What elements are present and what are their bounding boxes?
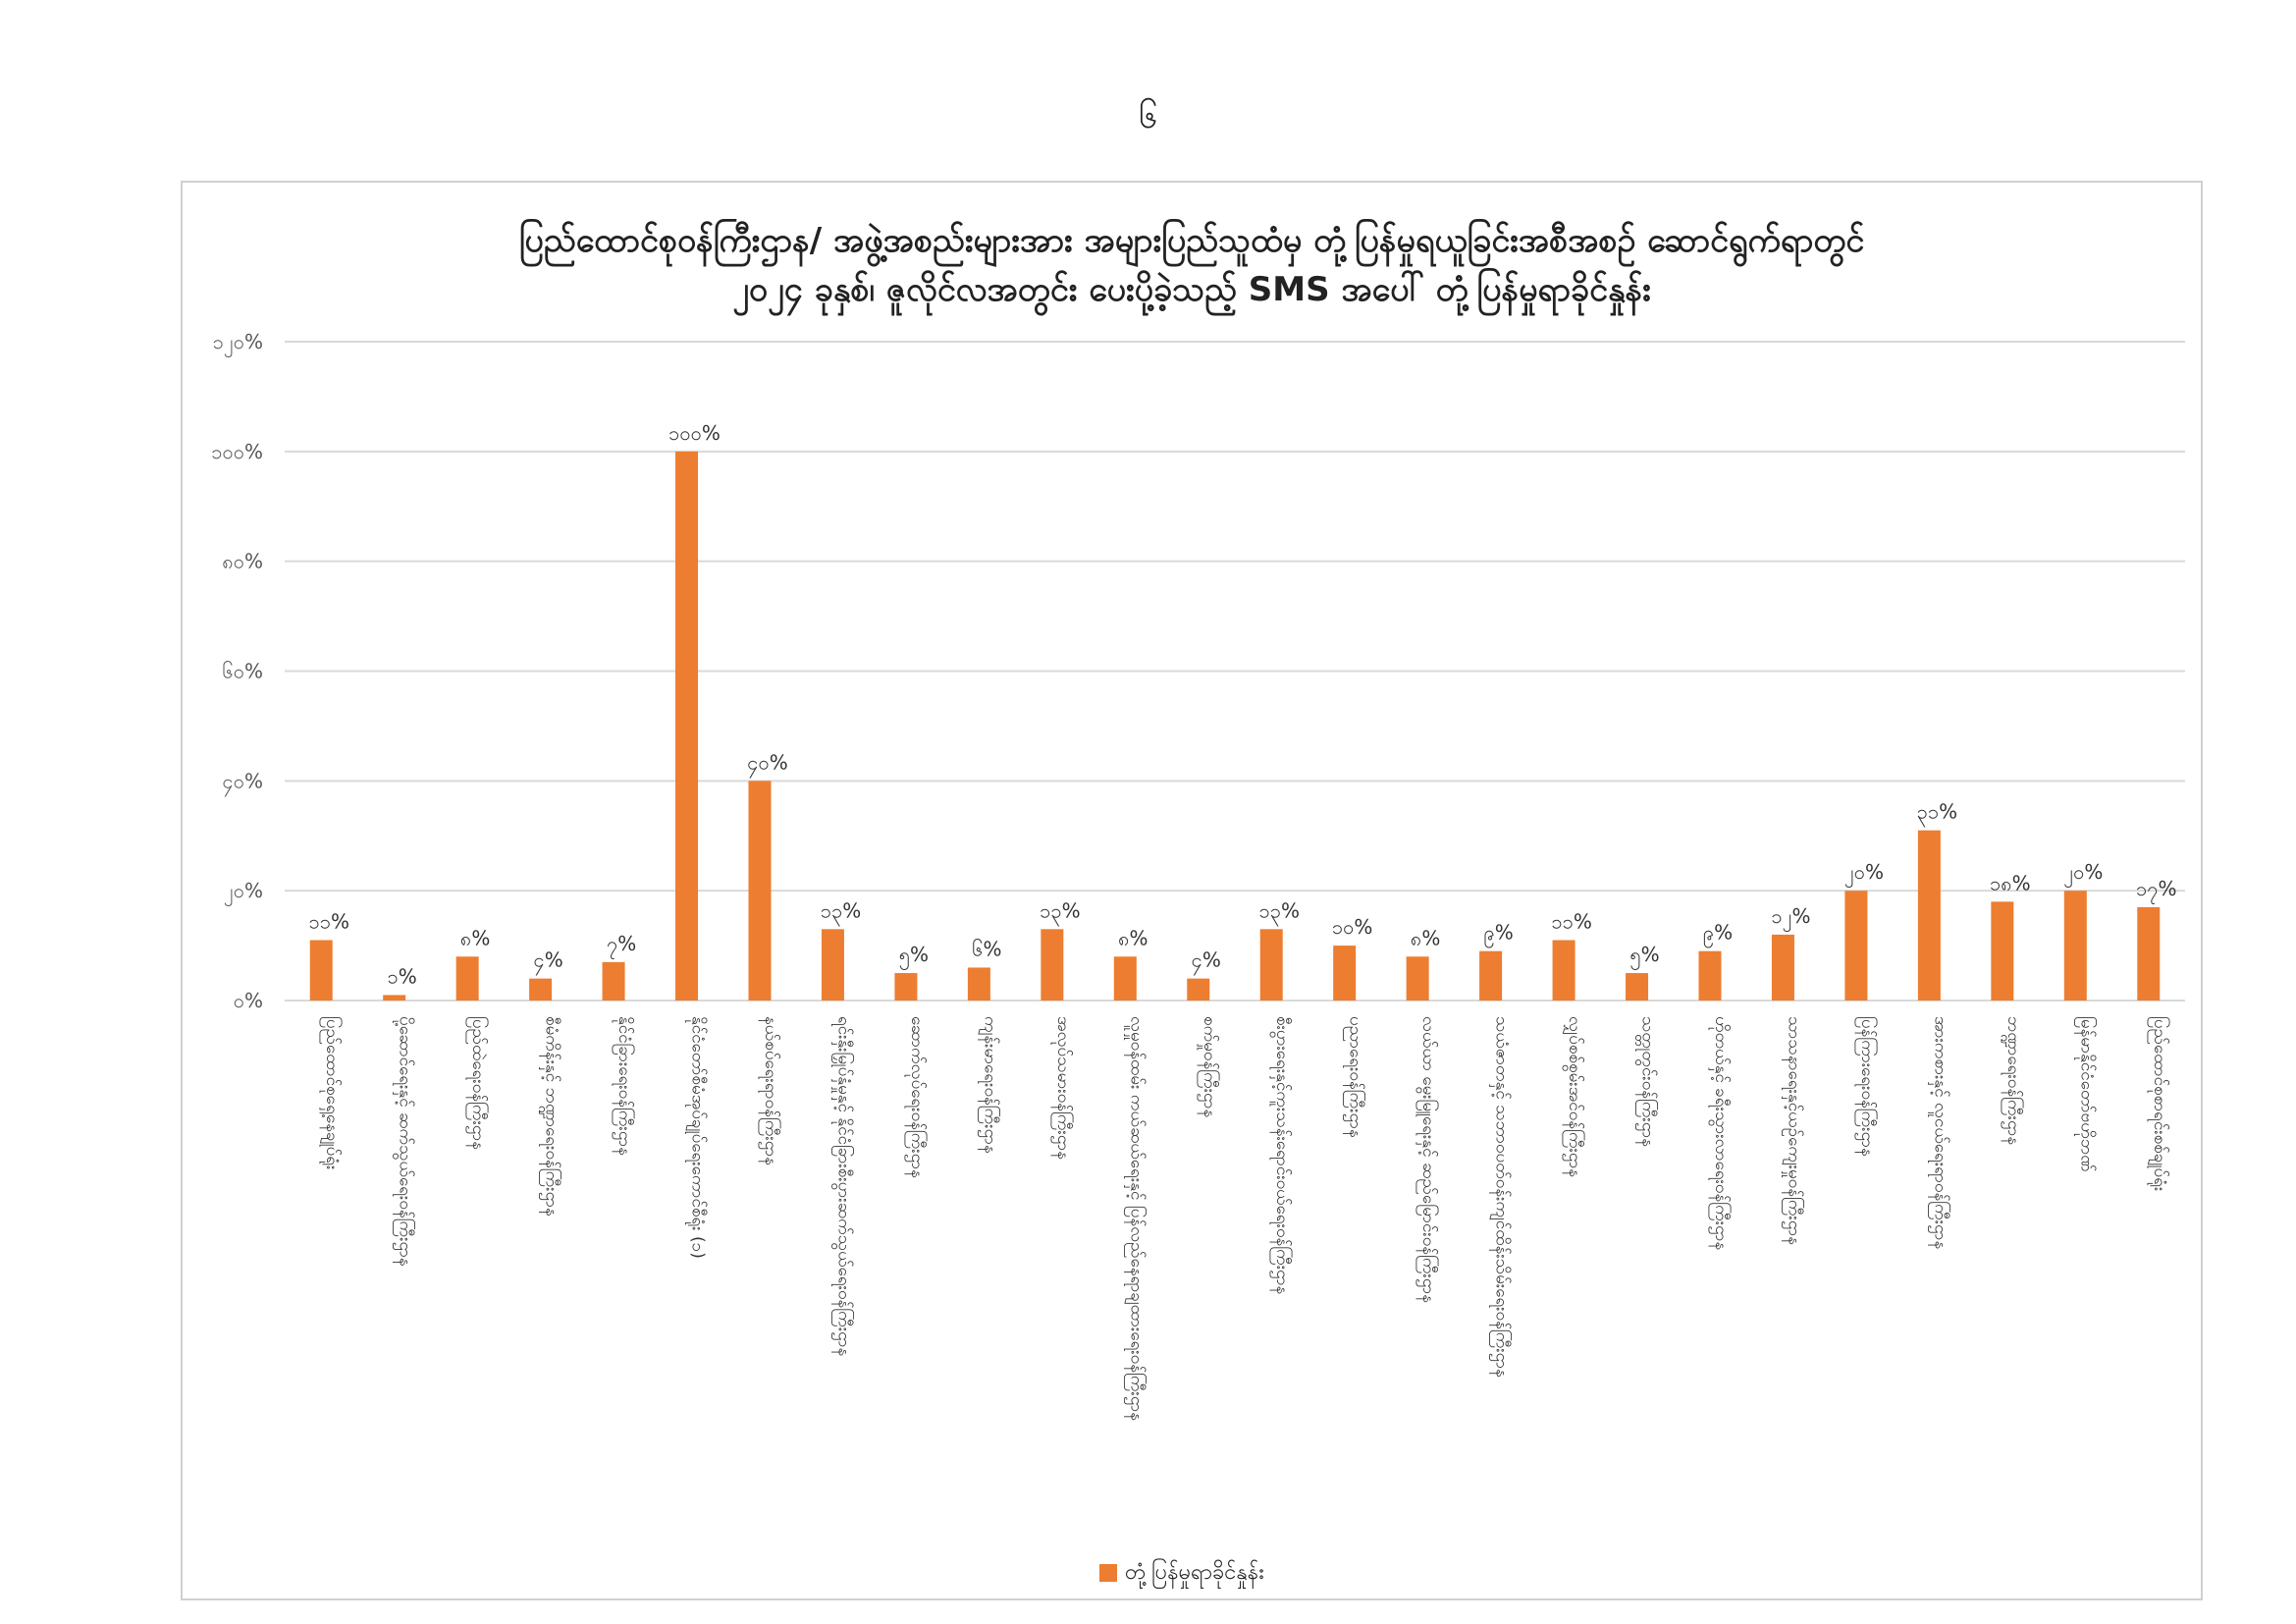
x-tick-label: ကျန်းမာရေးဝန်ကြီးဌာန xyxy=(980,1016,1000,1154)
data-label: ၈% xyxy=(459,926,491,950)
data-label: ၅% xyxy=(1629,943,1660,967)
y-tick-label: ၁၂၀% xyxy=(212,330,263,353)
y-tick-label: ၆၀% xyxy=(222,659,263,683)
data-label: ၉% xyxy=(1702,920,1734,945)
data-label: ၁၈% xyxy=(1990,871,2031,895)
data-label: ၁% xyxy=(387,964,417,989)
bar xyxy=(1626,973,1648,1001)
y-tick-label: ၀% xyxy=(233,989,263,1012)
y-tick-label: ၁၀၀% xyxy=(211,439,263,463)
bar xyxy=(1918,831,1941,1001)
bar xyxy=(1260,929,1283,1001)
x-tick-label: ပညာရေးဝန်ကြီးဌာန xyxy=(1345,1016,1365,1138)
bar xyxy=(2064,891,2087,1001)
bars xyxy=(310,452,2161,1001)
x-tick-label: သတ္တုတွင်းဝန်ကြီးဌာန xyxy=(1637,1016,1658,1148)
chart-frame xyxy=(181,181,2203,1600)
bar-chart xyxy=(183,183,2201,1598)
legend-swatch xyxy=(1099,1564,1117,1582)
bar xyxy=(1844,891,1867,1001)
x-tick-label: ပြန်ကြားရေးဝန်ကြီးဌာန xyxy=(1856,1016,1877,1157)
data-label: ၃၁% xyxy=(1916,799,1958,824)
data-label: ၁၀၀% xyxy=(668,420,721,445)
x-tick-label: ပို့ဆောင်ရေးနှင့် ဆက်သွယ်ရေးဝန်ကြီးဌာန xyxy=(395,1016,415,1267)
data-label: ၇% xyxy=(606,931,637,955)
bar xyxy=(2137,907,2160,1001)
x-tick-label: ဆောက်လုပ်ရေးဝန်ကြီးဌာန xyxy=(906,1016,927,1178)
data-label: ၂၀% xyxy=(2063,860,2104,885)
data-label: ၂၀% xyxy=(1843,860,1884,885)
gridlines xyxy=(285,342,2185,1001)
bar xyxy=(1553,940,1575,1001)
data-label: ၁၃% xyxy=(1258,898,1300,923)
bar xyxy=(456,956,479,1001)
bar xyxy=(1991,901,2013,1001)
bar xyxy=(1333,946,1356,1001)
bar xyxy=(1772,935,1794,1001)
x-tick-label: အားကစားနှင့် လူငယ်ရေးရာဝန်ကြီးဌာန xyxy=(1930,1016,1950,1250)
x-tick-label: လူမှုဝန်ထမ်း ကယ်ဆယ်ရေးနှင့် ပြန်လည်နေရာချထားရေးဝန်ကြီးဌာန xyxy=(1126,1016,1147,1422)
bar xyxy=(822,929,844,1001)
data-label: ၁၇% xyxy=(2136,876,2177,900)
data-label: ၄% xyxy=(533,947,563,972)
legend-label: တုံ့ပြန်မှုရာခိုင်နှုန်း xyxy=(1125,1559,1264,1585)
x-tick-label: ဟိုတယ်နှင့် ခရီးသွားလာရေးဝန်ကြီးဌာန xyxy=(1711,1016,1731,1251)
x-tick-label: အလုပ်သမားဝန်ကြီးဌာန xyxy=(1052,1016,1073,1161)
data-label: ၁၂% xyxy=(1771,903,1811,928)
x-tick-label: နယ်စပ်ရေးရာဝန်ကြီးဌာန xyxy=(761,1016,780,1165)
chart-title xyxy=(519,220,1865,316)
bar xyxy=(1041,929,1063,1001)
x-tick-label: ပြည်ထောင်စုရှေ့နေချုပ်ရုံး xyxy=(322,1016,343,1170)
bar xyxy=(1479,951,1502,1001)
y-tick-label: ၈၀% xyxy=(222,549,263,573)
data-label: ၅% xyxy=(898,943,930,967)
x-tick-label: လျှပ်စစ်စွမ်းအင်ဝန်ကြီးဌာန xyxy=(1565,1016,1585,1178)
x-tick-label: သာသနာရေးနှင့်ယဉ်ကျေးမှုဝန်ကြီးဌာန xyxy=(1784,1016,1804,1246)
data-label: ၁၀% xyxy=(1331,915,1373,940)
data-label: ၁၁% xyxy=(308,909,349,934)
x-axis-labels xyxy=(319,1016,2171,1421)
data-label: ၆% xyxy=(972,937,1002,961)
chart-title-line-2: ၂၀၂၄ ခုနှစ်၊ ဇူလိုင်လအတွင်း ပေးပို့ခဲ့သည့် SMS အပေါ် တုံ့ပြန်မှုရာခိုင်နှုန်း xyxy=(732,270,1651,309)
data-label: ၉% xyxy=(1483,920,1514,945)
y-axis-ticks xyxy=(211,330,263,1012)
x-tick-label: ဘဏ္ဍာရေးဝန်ကြီးဌာန xyxy=(2002,1016,2023,1146)
bar xyxy=(529,979,552,1001)
x-tick-label: သယံဇာတနှင့် သဘာဝပတ်ဝန်းကျင်ထိန်းသိမ်းရေးဝန်ကြီးဌာန xyxy=(1491,1016,1512,1378)
x-tick-label: စက်မှုဝန်ကြီးဌာန xyxy=(1199,1016,1219,1118)
data-label: ၄% xyxy=(1191,947,1221,972)
bar xyxy=(1114,956,1137,1001)
bar xyxy=(1699,951,1722,1001)
bar xyxy=(383,995,405,1001)
legend xyxy=(1099,1557,1264,1589)
x-tick-label: ပြည်ထဲရေးဝန်ကြီးဌာန xyxy=(468,1016,489,1151)
bar xyxy=(675,452,698,1001)
bar xyxy=(894,973,917,1001)
x-tick-label: စီမံကိန်းနှင့် ဘဏ္ဍာရေးဝန်ကြီးဌာန xyxy=(541,1016,561,1217)
bar xyxy=(749,781,772,1001)
x-tick-label: ပြည်ထောင်စုစာရင်းစစ်ချုပ်ရုံး xyxy=(2149,1016,2169,1192)
x-tick-label: နိုင်ငံတော်စီမံအုပ်ချုပ်ရေးကောင်စီရုံး (၁) xyxy=(687,1016,708,1259)
chart-title-line-1: ပြည်ထောင်စုဝန်ကြီးဌာန/ အဖွဲ့အစည်းများအား အများပြည်သူထံမှ တုံ့ပြန်မှုရယူခြင်းအစီအစဉ် ဆောင်ရွက်ရာတွင် xyxy=(518,221,1865,260)
bar xyxy=(1407,956,1429,1001)
bar xyxy=(310,940,333,1001)
x-tick-label: ရင်းနှီးမြှုပ်နှံမှုနှင့် နိုင်ငံခြားစီးပွားဆက်သွယ်ရေးဝန်ကြီးဌာန xyxy=(833,1016,854,1357)
data-label: ၁၃% xyxy=(820,898,862,923)
data-labels xyxy=(308,421,2176,989)
bar xyxy=(603,962,625,1001)
x-tick-label: မြန်မာနိုင်ငံတော်ဗဟိုဘဏ် xyxy=(2076,1016,2097,1172)
bar xyxy=(1187,979,1209,1001)
bar xyxy=(968,967,990,1001)
data-label: ၁၁% xyxy=(1551,909,1592,934)
data-label: ၄၀% xyxy=(747,750,788,775)
y-tick-label: ၂၀% xyxy=(223,879,263,903)
y-tick-label: ၄၀% xyxy=(222,769,263,793)
data-label: ၈% xyxy=(1118,926,1148,950)
page-number: ၆ xyxy=(1138,97,1158,136)
x-tick-label: လယ်ယာ မွေးမြူရေးနှင့် ဆည်မြောင်းဝန်ကြီးဌာန xyxy=(1418,1016,1439,1304)
x-tick-label: နိုင်ငံခြားရေးဝန်ကြီးဌာန xyxy=(614,1016,635,1157)
data-label: ၈% xyxy=(1410,926,1441,950)
data-label: ၁၃% xyxy=(1040,898,1081,923)
x-tick-label: စီးပွားရေးနှင့်ကူးသန်းရောင်းဝယ်ရေးဝန်ကြီးဌာန xyxy=(1272,1016,1293,1295)
